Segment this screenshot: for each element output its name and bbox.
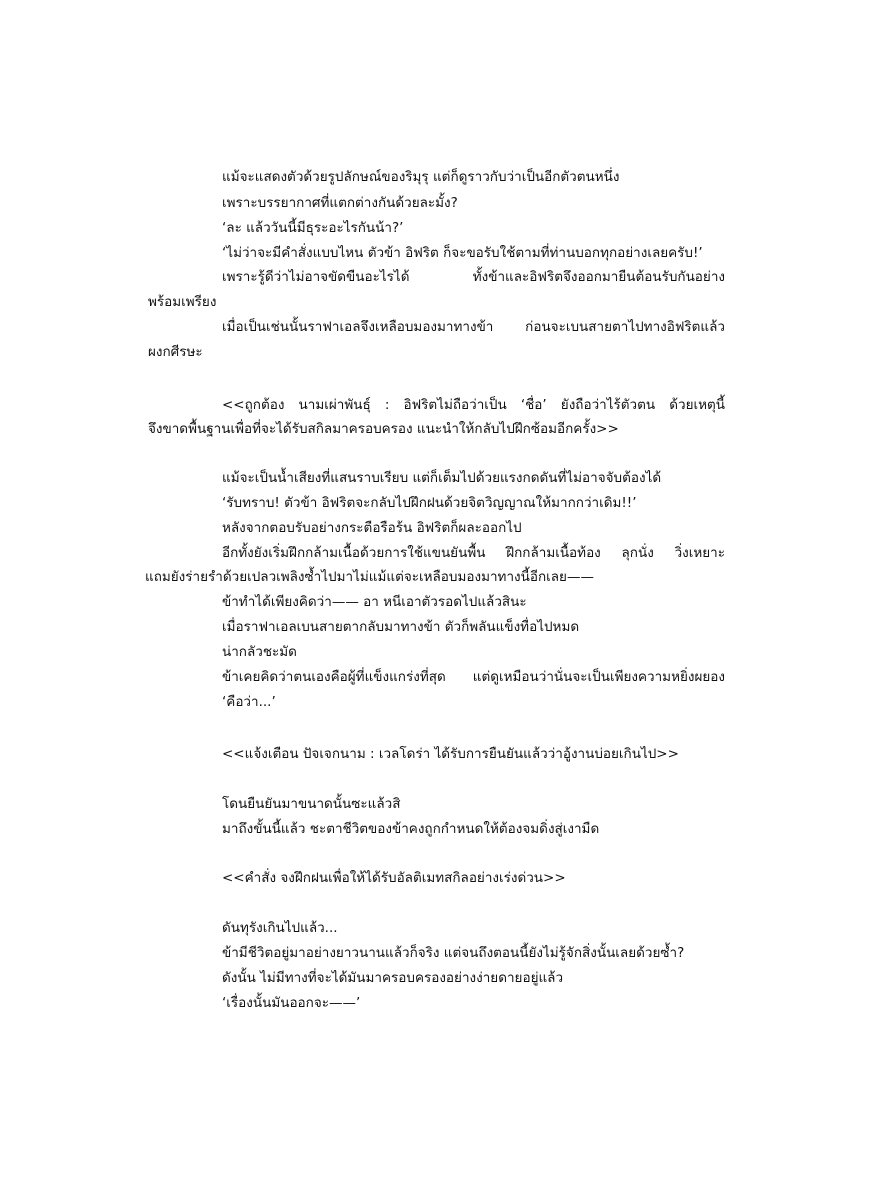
text-line: หลังจากตอบรับอย่างกระตือรือร้น อิฟริตก็ผละออกไป (222, 520, 522, 536)
system-message-line: <<แจ้งเตือน ปัจเจกนาม : เวลโดร่า ได้รับการยืนยันแล้วว่าอู้งานบ่อยเกินไป>> (222, 746, 679, 762)
text-line: ‘เรื่องนั้นมันออกจะ——’ (222, 995, 361, 1011)
text-line: ‘รับทราบ! ตัวข้า อิฟริตจะกลับไปฝึกฝนด้วยจิตวิญญาณให้มากกว่าเดิม!!’ (222, 495, 637, 511)
text-line: แม้จะแสดงตัวด้วยรูปลักษณ์ของริมุรุ แต่ก็ดูราวกับว่าเป็นอีกตัวตนหนึ่ง (222, 169, 620, 185)
text-line: ‘ไม่ว่าจะมีคำสั่งแบบไหน ตัวข้า อิฟริต ก็จะขอรับใช้ตามที่ท่านบอกทุกอย่างเลยครับ!’ (222, 245, 703, 261)
system-message-line: <<คำสั่ง จงฝึกฝนเพื่อให้ได้รับอัลติเมทสกิลอย่างเร่งด่วน>> (222, 870, 566, 886)
text-line: เพราะรู้ดีว่าไม่อาจขัดขืนอะไรได้ ทั้งข้าและอิฟริตจึงออกมายืนต้อนรับกันอย่าง (222, 269, 725, 285)
system-message-line: <<ถูกต้อง นามเผ่าพันธุ์ : อิฟริตไม่ถือว่าเป็น ‘ชื่อ’ ยังถือว่าไร้ตัวตน ด้วยเหตุนี้ (222, 397, 725, 413)
text-line: น่ากลัวชะมัด (222, 644, 297, 660)
text-line: อีกทั้งยังเริ่มฝึกกล้ามเนื้อด้วยการใช้แขนยันพื้น ฝึกกล้ามเนื้อท้อง ลุกนั่ง วิ่งเหยาะ (222, 545, 725, 561)
text-line: โดนยืนยันมาขนาดนั้นซะแล้วสิ (222, 796, 401, 812)
text-line: ดันทุรังเกินไปแล้ว... (222, 920, 338, 936)
text-line: ‘คือว่า...’ (222, 694, 276, 710)
text-line: ข้ามีชีวิตอยู่มาอย่างยาวนานแล้วก็จริง แต่จนถึงตอนนี้ยังไม่รู้จักสิ่งนั้นเลยด้วยซ้ำ? (222, 945, 685, 961)
text-line: ดังนั้น ไม่มีทางที่จะได้มันมาครอบครองอย่างง่ายดายอยู่แล้ว (222, 970, 564, 986)
text-line: เมื่อเป็นเช่นนั้นราฟาเอลจึงเหลือบมองมาทางข้า ก่อนจะเบนสายตาไปทางอิฟริตแล้ว (222, 319, 725, 335)
text-line: ข้าเคยคิดว่าตนเองคือผู้ที่แข็งแกร่งที่สุด แต่ดูเหมือนว่านั่นจะเป็นเพียงความหยิ่งผยอง (222, 669, 725, 685)
text-line: ‘ละ แล้ววันนี้มีธุระอะไรกันน้า?’ (222, 220, 404, 236)
text-line: พร้อมเพรียง (148, 294, 217, 310)
text-line: ผงกศีรษะ (148, 344, 203, 360)
text-line: แถมยังร่ายรำด้วยเปลวเพลิงซ้ำไปมาไม่แม้แต่จะเหลือบมองมาทางนี้อีกเลย—— (145, 569, 594, 585)
text-line: มาถึงขั้นนี้แล้ว ชะตาชีวิตของข้าคงถูกกำหนดให้ต้องจมดิ่งสู่เงามืด (222, 821, 600, 837)
text-line: เพราะบรรยากาศที่แตกต่างกันด้วยละมั้ง? (222, 195, 458, 211)
text-line: เมื่อราฟาเอลเบนสายตากลับมาทางข้า ตัวก็พลันแข็งทื่อไปหมด (222, 619, 580, 635)
text-line: ข้าทำได้เพียงคิดว่า—— อา หนีเอาตัวรอดไปแล้วสินะ (222, 594, 527, 610)
text-line: แม้จะเป็นน้ำเสียงที่แสนราบเรียบ แต่ก็เต็มไปด้วยแรงกดดันที่ไม่อาจจับต้องได้ (222, 470, 662, 486)
system-message-line: จึงขาดพื้นฐานเพื่อที่จะได้รับสกิลมาครอบครอง แนะนำให้กลับไปฝึกซ้อมอีกครั้ง>> (148, 421, 619, 437)
